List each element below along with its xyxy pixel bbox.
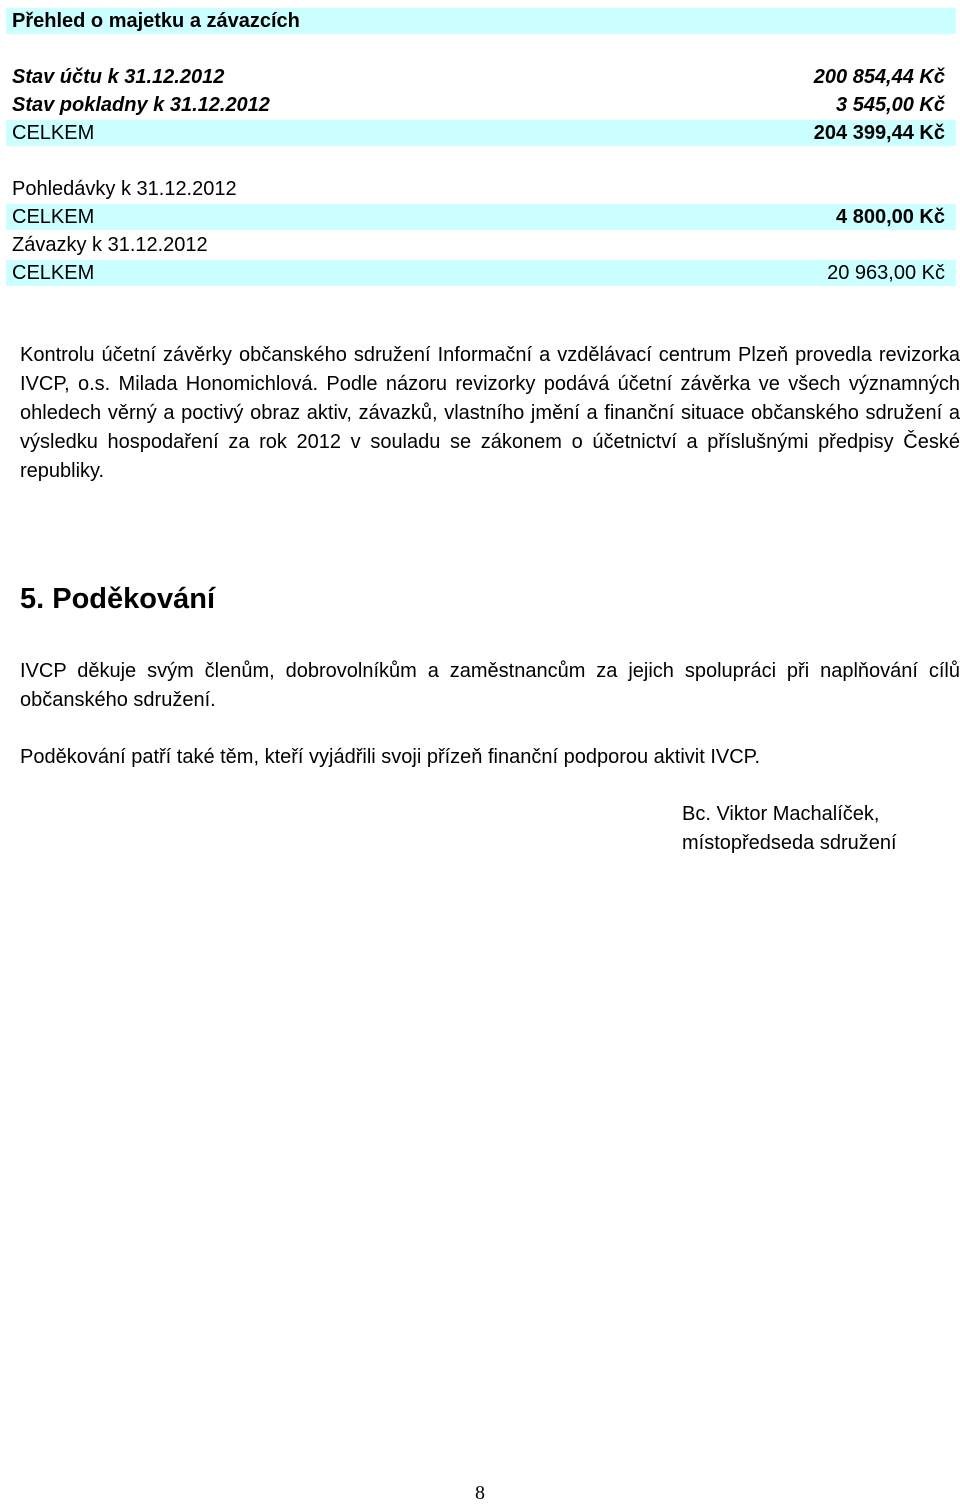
signature-block [682,800,897,858]
receivables-label: Pohledávky k 31.12.2012 [12,178,237,200]
account-balance-value: 200 854,44 Kč [813,66,945,88]
section-heading: 5. Poděkování [20,583,216,615]
account-balance-row [6,64,956,90]
signature-name: Bc. Viktor Machalíček, [682,803,880,825]
account-balance-label: Stav účtu k 31.12.2012 [12,66,225,88]
cash-balance-value: 3 545,00 Kč [836,94,945,116]
total-label-2: CELKEM [12,206,95,228]
total-value-1: 204 399,44 Kč [813,122,945,144]
cash-balance-row [6,92,956,118]
thanks-paragraph-1: IVCP děkuje svým členům, dobrovolníkům a zaměstnancům za jejich spolupráci při naplňování cílů občanského sdružení. [20,660,960,711]
cash-balance-label: Stav pokladny k 31.12.2012 [12,94,270,116]
total-row-3 [6,260,956,286]
total-label-1: CELKEM [12,122,95,144]
signature-role: místopředseda sdružení [682,832,897,854]
total-value-3: 20 963,00 Kč [827,262,945,284]
total-value-2: 4 800,00 Kč [836,206,945,228]
summary-title: Přehled o majetku a závazcích [12,10,300,32]
summary-title-row [6,8,956,34]
thanks-paragraph-2: Poděkování patří také těm, kteří vyjádřili svoji přízeň finanční podporou aktivit IVCP. [20,746,760,768]
audit-paragraph: Kontrolu účetní závěrky občanského sdružení Informační a vzdělávací centrum Plzeň provedla revizorka IVCP, o.s. Milada Honomichlová. Podle názoru revizorky podává účetní závěrka ve všech významných ohledech věrný a poctivý obraz aktiv, závazků, vlastního jmění a finanční situace občanského sdružení a výsledku hospodaření za rok 2012 v souladu se zákonem o účetnictví a příslušnými předpisy České republiky. [20,344,960,482]
liabilities-row [6,232,956,258]
page-number: 8 [475,1482,485,1504]
total-row-2 [6,204,956,230]
total-label-3: CELKEM [12,262,95,284]
receivables-row [6,176,956,202]
total-row-1 [6,120,956,146]
liabilities-label: Závazky k 31.12.2012 [12,234,208,256]
